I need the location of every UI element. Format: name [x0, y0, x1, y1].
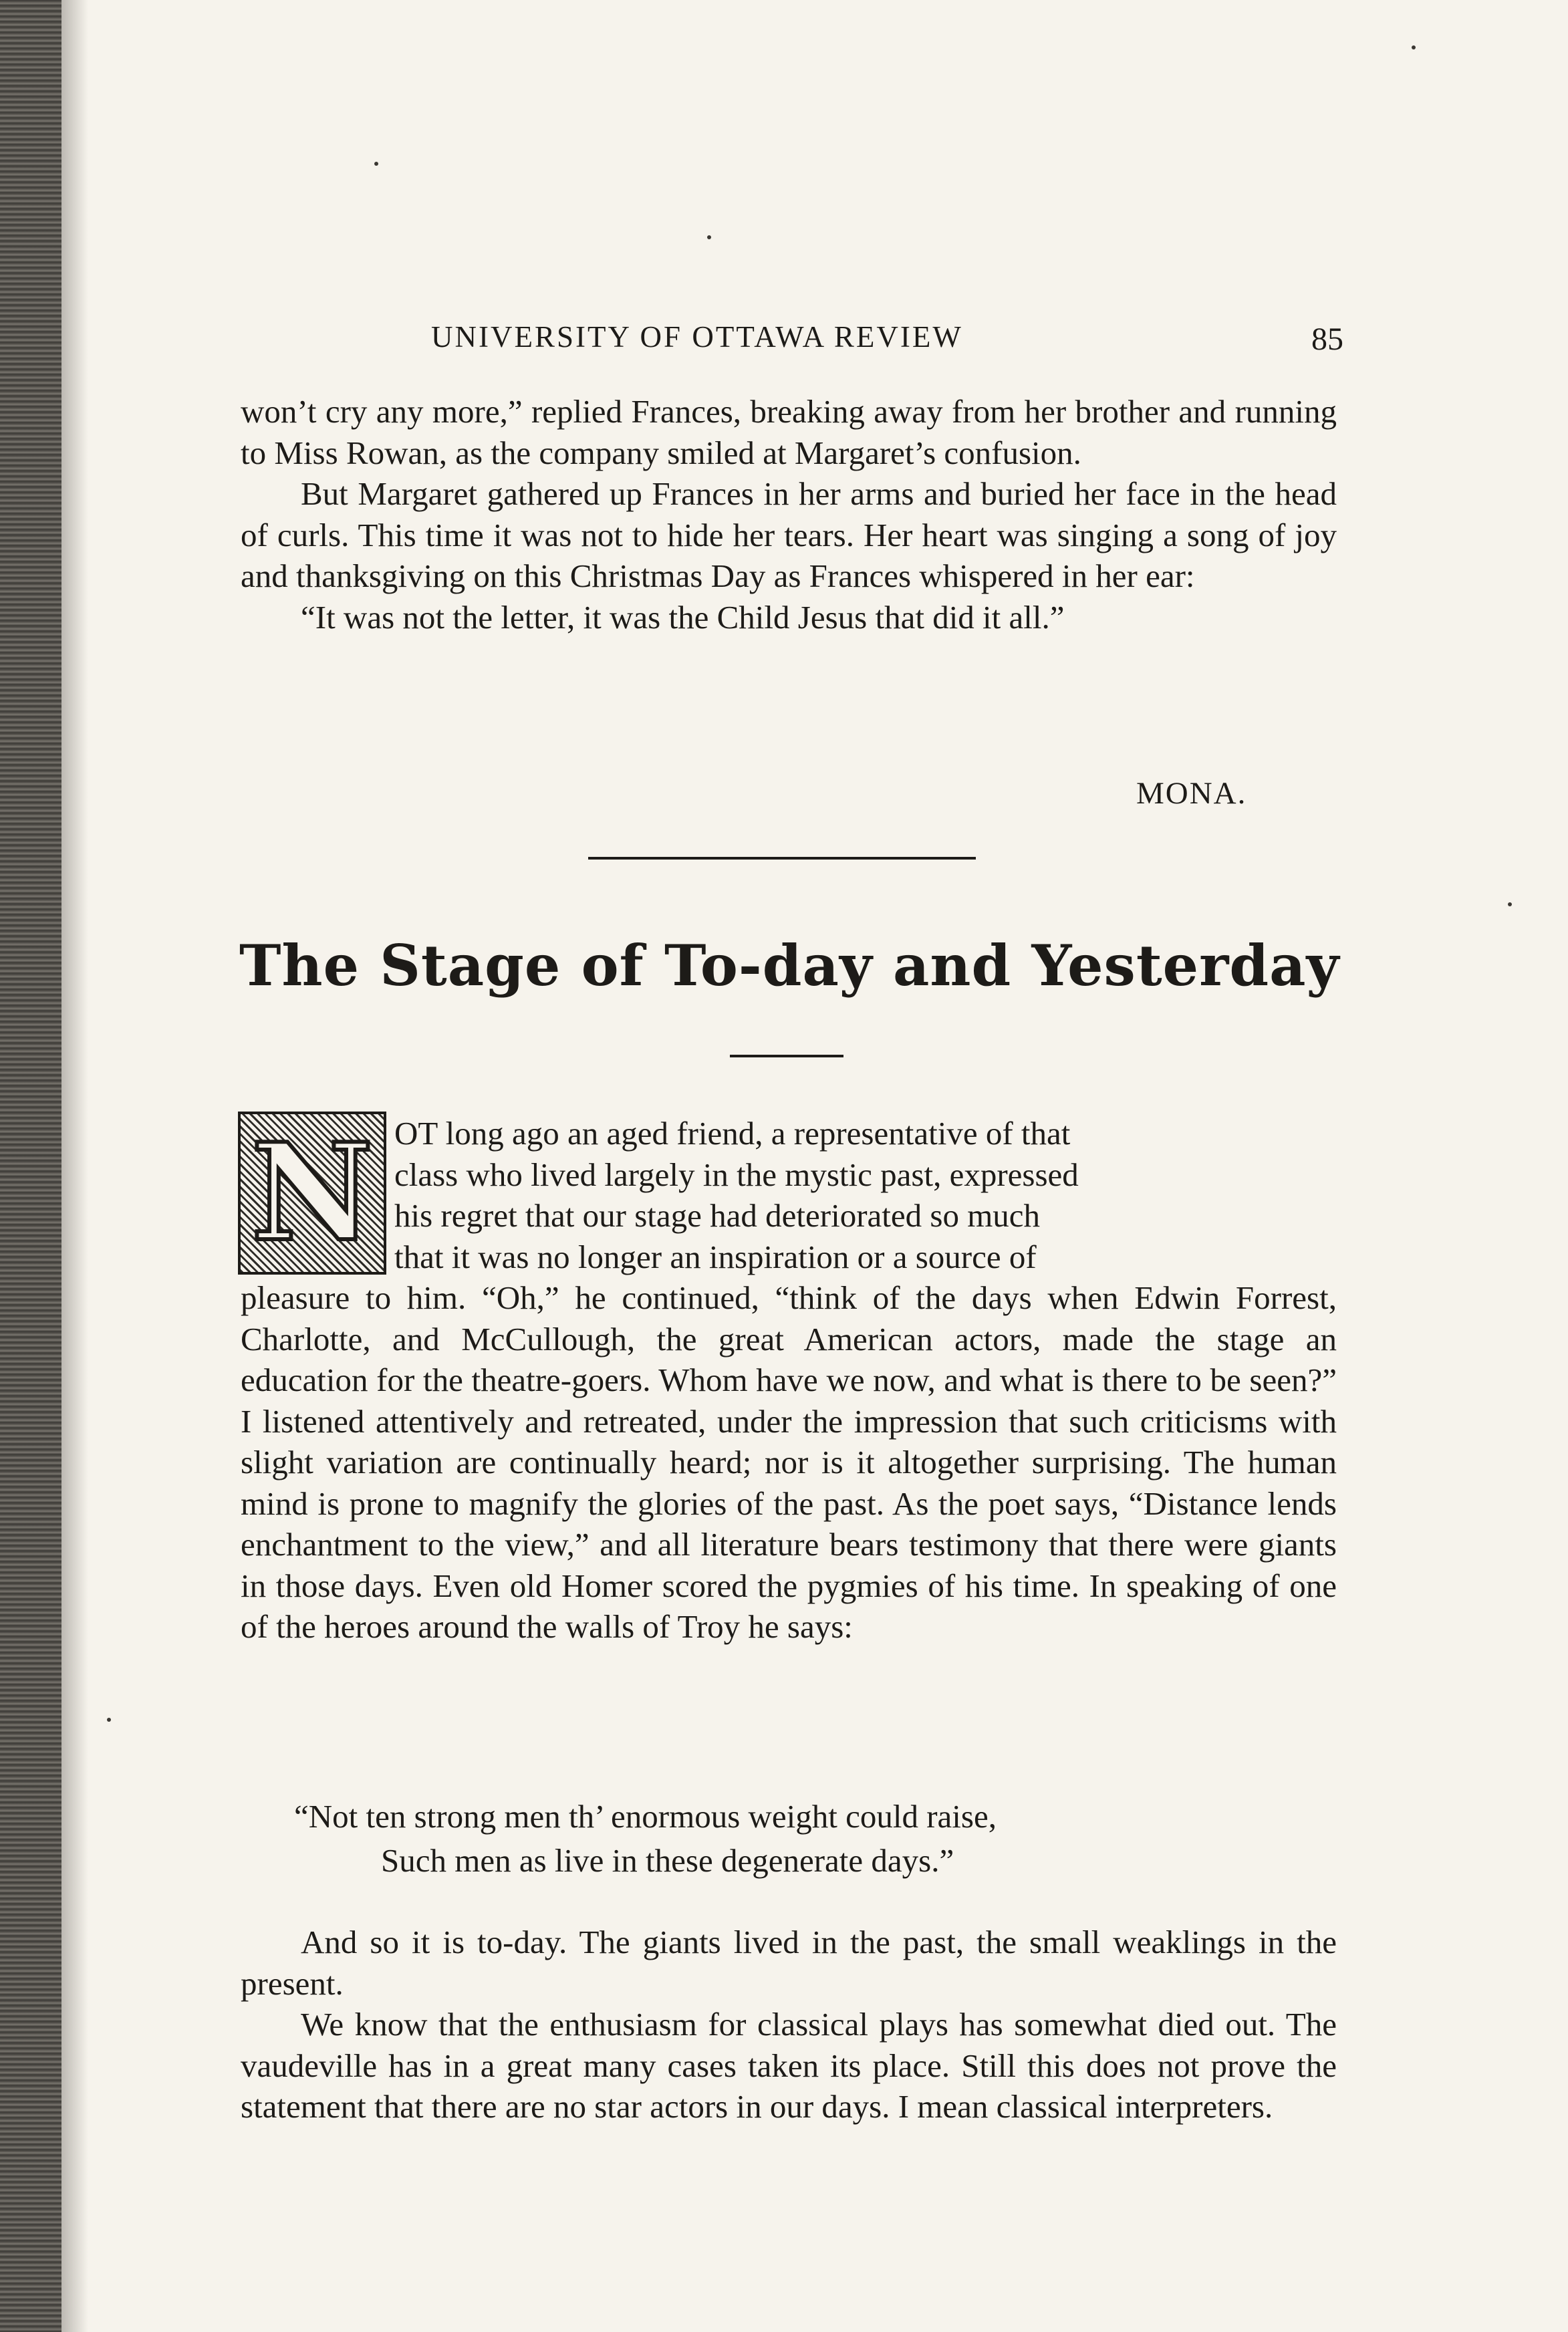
previous-paragraph-3: “It was not the letter, it was the Child Jesus that did it all.”	[301, 598, 1065, 636]
previous-paragraph-2: But Margaret gathered up Frances in her arms and buried her face in the head of curls. This time it was not to hide her tears. Her heart was singing a song of joy and thanksgiving on this Christmas Day as Frances whispered in her ear:	[241, 475, 1337, 594]
lead-line: class who lived largely in the mystic past, expressed	[394, 1156, 1079, 1193]
author-signature: MONA.	[1136, 776, 1247, 811]
scan-speck	[707, 235, 711, 239]
previous-story-ending	[241, 391, 1337, 638]
scan-speck	[374, 162, 378, 166]
verse-line-1: “Not ten strong men th’ enormous weight could raise,	[294, 1798, 997, 1835]
paragraph-continuation: pleasure to him. “Oh,” he continued, “think of the days when Edwin Forrest, Charlotte, and McCullough, the great American actors, made the stage an education for the theatre-goers. Whom have we now, and what is there to be seen?” I listened attentively and retreated, under the impression that such criticisms with slight variation are continually heard; nor is it altogether surprising. The human mind is prone to magnify the glories of the past. As the poet says, “Distance lends enchantment to the view,” and all literature bears testimony that there were giants in those days. Even old Homer scored the pygmies of his time. In speaking of one of the heroes around the walls of Troy he says:	[241, 1279, 1337, 1645]
article-title: The Stage of To-day and Yesterday	[239, 932, 1340, 999]
scan-speck	[1412, 45, 1416, 49]
title-underline	[730, 1055, 843, 1057]
page-number: 85	[1311, 321, 1343, 357]
article-paragraph-1	[241, 1277, 1337, 1648]
lead-line: his regret that our stage had deteriorated so much	[394, 1197, 1041, 1234]
journal-title: UNIVERSITY OF OTTAWA REVIEW	[431, 320, 963, 354]
scan-speck	[1508, 902, 1512, 906]
lead-line: OT long ago an aged friend, a representative of that	[394, 1115, 1071, 1152]
lead-line: that it was no longer an inspiration or a source of	[394, 1238, 1037, 1275]
verse-line-2: Such men as live in these degenerate days.”	[381, 1842, 954, 1879]
lead-lines-block	[394, 1113, 1337, 1277]
article-paragraph-3: We know that the enthusiasm for classical plays has somewhat died out. The vaudeville has in a great many cases taken its place. Still this does not prove the statement that there are no star actors in our days. I mean classical interpreters.	[241, 2006, 1337, 2125]
page-binding-shadow	[0, 0, 61, 2332]
binding-fade	[61, 0, 88, 2332]
section-divider	[588, 857, 976, 860]
running-head	[241, 319, 1343, 366]
article-paragraph-2: And so it is to-day. The giants lived in the past, the small weaklings in the present.	[241, 1924, 1337, 2002]
verse-quotation	[294, 1795, 1297, 1883]
article-body-end	[241, 1922, 1337, 2127]
previous-paragraph-1: won’t cry any more,” replied Frances, breaking away from her brother and running to Miss Rowan, as the company smiled at Margaret’s confusion.	[241, 393, 1337, 471]
scan-speck	[107, 1718, 111, 1722]
ornamental-drop-cap	[238, 1112, 386, 1275]
drop-cap-letter: N	[251, 1114, 374, 1271]
